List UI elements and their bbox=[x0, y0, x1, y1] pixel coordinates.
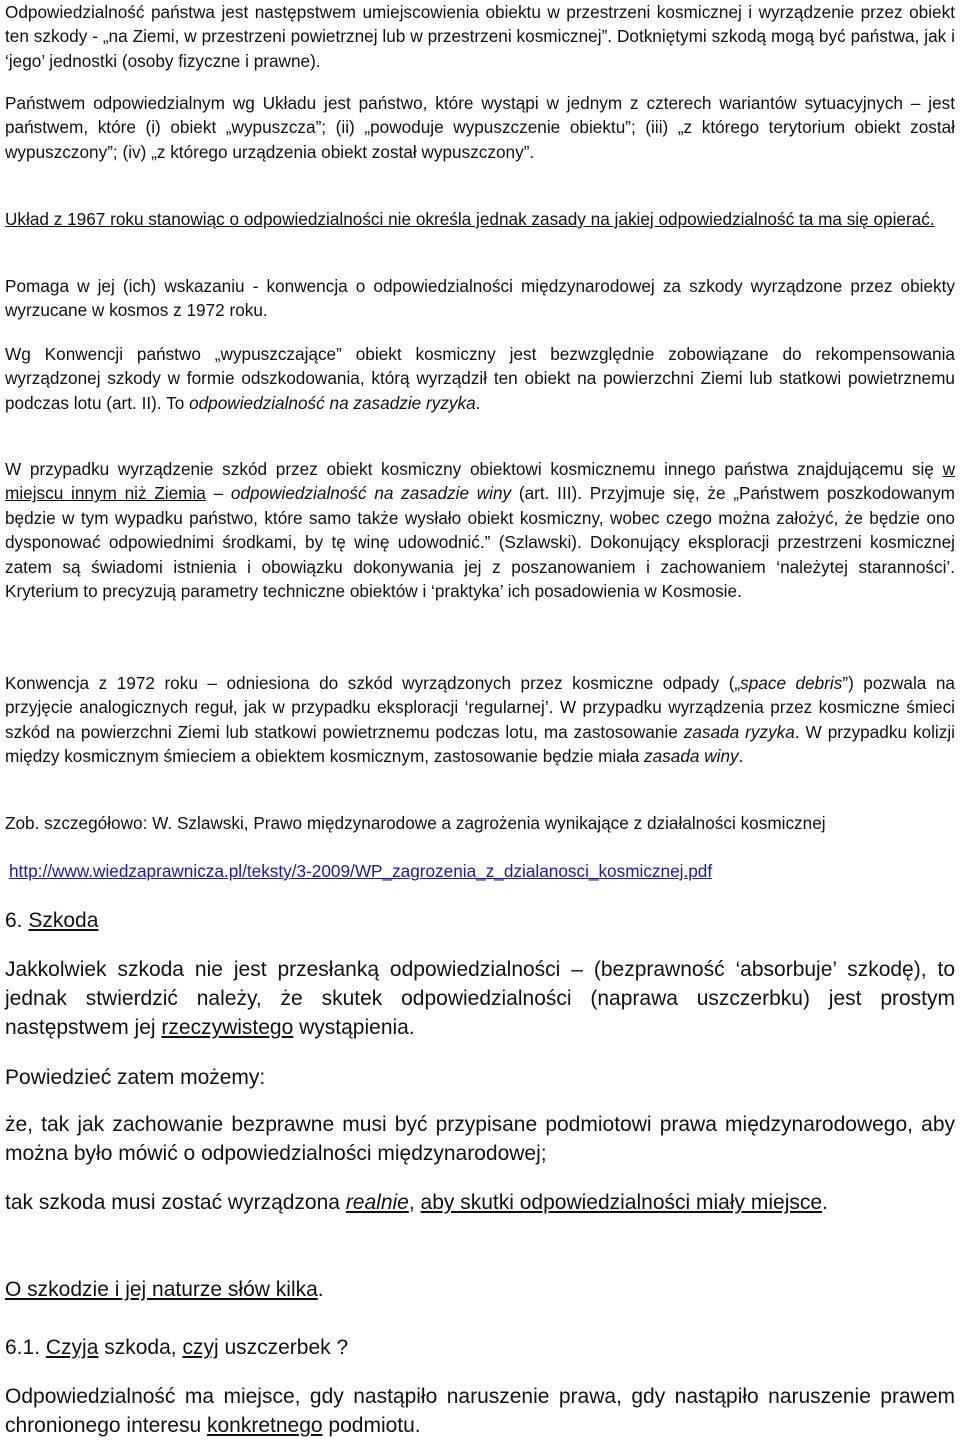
paragraph-convention-1972 bbox=[5, 274, 955, 323]
text: Odpowiedzialność ma miejsce, gdy nastąpiło naruszenie prawa, gdy nastąpiło naruszenie prawem chronionego interesu bbox=[5, 1385, 955, 1437]
text: . bbox=[475, 392, 481, 413]
underlined-italic-word: realnie bbox=[345, 1191, 409, 1214]
reference-link-line bbox=[9, 859, 959, 883]
paragraph-treaty-1967 bbox=[5, 207, 955, 231]
text: . bbox=[822, 1191, 828, 1214]
paragraph-fault-liability bbox=[5, 457, 955, 603]
paragraph-damage-premise bbox=[5, 955, 955, 1042]
underlined-phrase: aby skutki odpowiedzialności miały miejsce bbox=[420, 1191, 823, 1214]
text: (art. III). Przyjmuje się, że „Państwem poszkodowanym będzie w tym wypadku państwo, które samo także wysłało obiekt kosmiczny, wobec czego można założyć, że będzie ono dysponować odpowiednimi środkami, by tę winę udowodnić.” (Szlawski). Dokonujący eksploracji przestrzeni kosmicznej zatem są świadomi istnienia i obowiązku dokonywania jej z poszanowaniem i zachowaniem ‘należytej staranności’. Kryterium to precyzują parametry techniczne obiektów i ‘praktyka’ ich posadowienia w Kosmosie. bbox=[5, 483, 956, 602]
paragraph-about-damage bbox=[5, 1275, 955, 1304]
text: Jakkolwiek szkoda nie jest przesłanką odpowiedzialności – (bezprawność ‘absorbuje’ szkodę), to jednak stwierdzić należy, że skutek odpowiedzialności (naprawa uszczerbku) jest prostym następstwem jej bbox=[5, 958, 955, 1039]
paragraph-real-damage bbox=[5, 1188, 955, 1217]
text: . W przypadku kolizji między kosmicznym śmieciem a obiektem kosmicznym, zastosowanie będzie miała bbox=[5, 721, 955, 767]
text: Państwem odpowiedzialnym wg Układu jest państwo, które wystąpi w jednym z czterech wariantów sytuacyjnych – jest państwem, które (i) obiekt „wypuszcza”; (ii) „powoduje wypuszczenie obiektu”; (iii) „z którego terytorium obiekt został wypuszczony”; (iv) „z którego urządzenia obiekt został wypuszczony”. bbox=[5, 93, 955, 162]
italic-term: zasada ryzyka bbox=[683, 721, 795, 742]
italic-term: odpowiedzialność na zasadzie winy bbox=[230, 483, 512, 504]
italic-term: zasada winy bbox=[644, 746, 739, 767]
paragraph-state-responsibility bbox=[5, 0, 955, 73]
underlined-word: Czyja bbox=[45, 1336, 99, 1359]
section-title: Szkoda bbox=[28, 909, 99, 932]
text: Pomaga w jej (ich) wskazaniu - konwencja o odpowiedzialności międzynarodowej za szkody wyrządzone przez obiekty wyrzucane w kosmos z 1972 roku. bbox=[5, 276, 955, 321]
text: Konwencja z 1972 roku – odniesiona do szkód wyrządzonych przez kosmiczne odpady („ bbox=[5, 673, 741, 693]
paragraph-we-can-say bbox=[5, 1063, 955, 1092]
text: podmiotu. bbox=[322, 1414, 421, 1437]
underlined-word: konkretnego bbox=[206, 1414, 323, 1437]
text: tak szkoda musi zostać wyrządzona bbox=[5, 1191, 346, 1214]
underlined-word: rzeczywistego bbox=[161, 1016, 294, 1039]
paragraph-attribution bbox=[5, 1110, 955, 1168]
paragraph-space-debris bbox=[5, 671, 955, 769]
text: uszczerbek ? bbox=[218, 1336, 349, 1359]
italic-term: odpowiedzialność na zasadzie ryzyka bbox=[189, 392, 476, 413]
italic-term: space debris bbox=[740, 673, 843, 693]
reference-link[interactable]: http://www.wiedzaprawnicza.pl/teksty/3-2009/WP_zagrozenia_z_dzialanosci_kosmicznej.pdf bbox=[9, 861, 713, 881]
subsection-number: 6.1. bbox=[5, 1336, 46, 1359]
underlined-phrase: w miejscu innym niż Ziemia bbox=[5, 459, 955, 504]
text: W przypadku wyrządzenie szkód przez obiekt kosmiczny obiektowi kosmicznemu innego państwa znajdującemu się bbox=[5, 459, 943, 479]
text: Układ z 1967 roku stanowiąc o odpowiedzialności nie określa jednak zasady na jakiej odpowiedzialność ta ma się opierać. bbox=[5, 209, 935, 229]
text: że, tak jak zachowanie bezprawne musi być przypisane podmiotowi prawa międzynarodowego, aby można było mówić o odpowiedzialności międzynarodowej; bbox=[5, 1113, 955, 1165]
text: Wg Konwencji państwo „wypuszczające” obiekt kosmiczny jest bezwzględnie zobowiązane do rekompensowania wyrządzonej szkody w formie odszkodowania, którą wyrządził ten obiekt na powierzchni Ziemi lub statkowi powietrznemu podczas lotu (art. II). To bbox=[5, 344, 955, 413]
text: Odpowiedzialność państwa jest następstwem umiejscowienia obiektu w przestrzeni kosmicznej i wyrządzenie przez obiekt ten szkody - „na Ziemi, w przestrzeni powietrznej lub w przestrzeni kosmicznej”. Dotkniętymi szkodą mogą być państwa, jak i ‘jego’ jednostki (osoby fizyczne i prawne). bbox=[5, 2, 955, 71]
text: Zob. szczegółowo: W. Szlawski, Prawo międzynarodowe a zagrożenia wynikające z działalności kosmicznej bbox=[5, 813, 826, 833]
underlined-word: czyj bbox=[182, 1336, 219, 1359]
section-heading-6 bbox=[5, 906, 955, 935]
paragraph-responsible-state bbox=[5, 91, 955, 164]
text: szkoda, bbox=[98, 1336, 183, 1359]
text: – bbox=[205, 483, 231, 504]
paragraph-absolute-liability bbox=[5, 342, 955, 415]
subsection-heading-6-1 bbox=[5, 1333, 955, 1362]
text: ”) pozwala na przyjęcie analogicznych reguł, jak w przypadku eksploracji ‘regularnej’. W przypadku wyrządzenia przez kosmiczne śmieci szkód na powierzchni Ziemi lub statkowi powietrznemu podczas lotu, ma zastosowanie bbox=[5, 673, 955, 742]
underlined-phrase: O szkodzie i jej naturze słów kilka bbox=[5, 1278, 318, 1301]
text: wystąpienia. bbox=[293, 1016, 415, 1039]
text: . bbox=[738, 746, 744, 767]
text: Powiedzieć zatem możemy: bbox=[5, 1066, 266, 1089]
paragraph-responsibility-occurs bbox=[5, 1382, 955, 1440]
section-number: 6. bbox=[5, 909, 29, 932]
text: , bbox=[408, 1191, 421, 1214]
paragraph-reference bbox=[5, 811, 955, 835]
text: . bbox=[317, 1278, 324, 1301]
